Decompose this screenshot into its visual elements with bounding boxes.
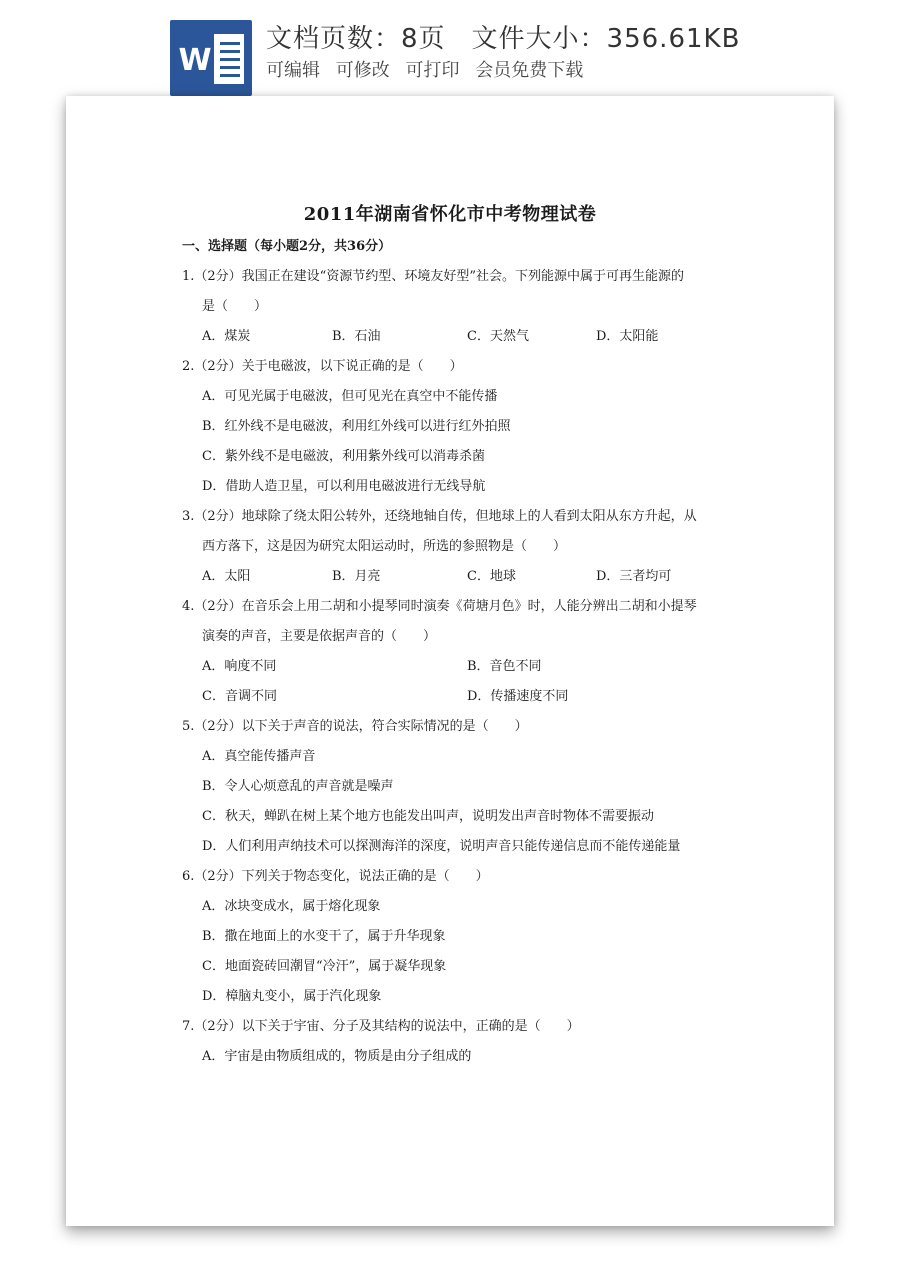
question-5: 5.（2分）以下关于声音的说法，符合实际情况的是（ ）	[182, 719, 528, 734]
q5-option-b: B．令人心烦意乱的声音就是噪声	[202, 779, 394, 794]
q5-option-a: A．真空能传播声音	[202, 749, 316, 764]
section-heading: 一、选择题（每小题2分，共36分）	[182, 239, 392, 254]
question-3-continuation: 西方落下，这是因为研究太阳运动时，所选的参照物是（ ）	[202, 539, 567, 554]
question-1-options	[182, 322, 722, 352]
question-4: 4.（2分）在音乐会上用二胡和小提琴同时演奏《荷塘月色》时，人能分辨出二胡和小提琴	[182, 599, 697, 614]
feature-member-download: 会员免费下载	[475, 60, 584, 81]
q7-option-a: A．宇宙是由物质组成的，物质是由分子组成的	[202, 1049, 472, 1064]
q3-option-a: A．太阳	[202, 569, 251, 584]
question-2: 2.（2分）关于电磁波，以下说正确的是（ ）	[182, 359, 463, 374]
q3-option-c: C．地球	[467, 569, 516, 584]
question-1-continuation: 是（ ）	[202, 299, 268, 314]
q3-option-b: B．月亮	[332, 569, 381, 584]
question-1: 1.（2分）我国正在建设“资源节约型、环境友好型”社会。下列能源中属于可再生能源的	[182, 269, 684, 284]
q6-option-a: A．冰块变成水，属于熔化现象	[202, 899, 381, 914]
q1-option-a: A．煤炭	[202, 329, 251, 344]
q4-option-c: C．音调不同	[202, 689, 277, 704]
word-icon-letter: W	[178, 43, 212, 78]
feature-modifiable: 可修改	[335, 60, 390, 81]
exam-title: 2011年湖南省怀化市中考物理试卷	[303, 204, 597, 225]
download-header	[0, 0, 900, 96]
word-document-icon	[170, 20, 252, 96]
q2-option-b: B．红外线不是电磁波，利用红外线可以进行红外拍照	[202, 419, 511, 434]
q5-option-d: D．人们利用声纳技术可以探测海洋的深度，说明声音只能传递信息而不能传递能量	[202, 839, 681, 854]
question-7: 7.（2分）以下关于宇宙、分子及其结构的说法中，正确的是（ ）	[182, 1019, 580, 1034]
q6-option-c: C．地面瓷砖回潮冒“冷汗”，属于凝华现象	[202, 959, 447, 974]
q6-option-d: D．樟脑丸变小，属于汽化现象	[202, 989, 382, 1004]
question-4-continuation: 演奏的声音，主要是依据声音的（ ）	[202, 629, 437, 644]
q2-option-a: A．可见光属于电磁波，但可见光在真空中不能传播	[202, 389, 498, 404]
feature-editable: 可编辑	[266, 60, 320, 81]
question-3: 3.（2分）地球除了绕太阳公转外，还绕地轴自传，但地球上的人看到太阳从东方升起，从	[182, 509, 697, 524]
file-info	[266, 18, 740, 55]
file-size: 文件大小：356.61KB	[471, 24, 741, 54]
page-count: 文档页数：8页	[266, 24, 446, 54]
word-page-graphic	[214, 34, 244, 84]
q4-option-d: D．传播速度不同	[467, 689, 569, 704]
q2-option-d: D．借助人造卫星，可以利用电磁波进行无线导航	[202, 479, 486, 494]
feature-list	[266, 56, 593, 82]
q4-option-b: B．音色不同	[467, 659, 542, 674]
q3-option-d: D．三者均可	[596, 569, 672, 584]
q1-option-d: D．太阳能	[596, 329, 659, 344]
q4-option-a: A．响度不同	[202, 659, 277, 674]
question-4-options-row-2	[182, 682, 722, 712]
exam-content	[182, 232, 722, 1072]
q5-option-c: C．秋天，蝉趴在树上某个地方也能发出叫声，说明发出声音时物体不需要振动	[202, 809, 654, 824]
question-3-options	[182, 562, 722, 592]
q2-option-c: C．紫外线不是电磁波，利用紫外线可以消毒杀菌	[202, 449, 485, 464]
question-4-options-row-1	[182, 652, 722, 682]
q1-option-b: B．石油	[332, 329, 381, 344]
feature-printable: 可打印	[405, 60, 460, 81]
q1-option-c: C．天然气	[467, 329, 529, 344]
document-page	[66, 96, 834, 1226]
q6-option-b: B．撒在地面上的水变干了，属于升华现象	[202, 929, 446, 944]
question-6: 6.（2分）下列关于物态变化，说法正确的是（ ）	[182, 869, 489, 884]
